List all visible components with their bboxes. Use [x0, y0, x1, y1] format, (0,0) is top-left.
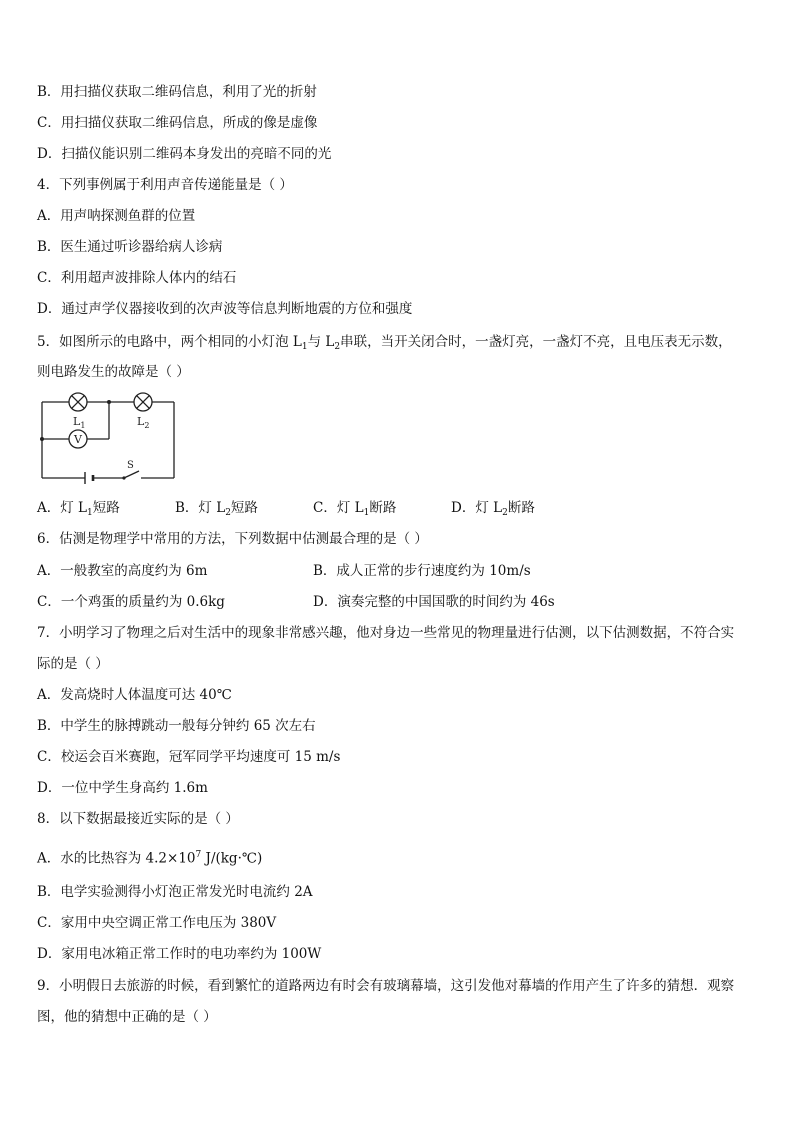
q6-option-b: B．成人正常的步行速度约为 10m/s	[313, 563, 531, 579]
q8-option-b: B．电学实验测得小灯泡正常发光时电流约 2A	[37, 884, 313, 900]
q3-option-c: C．用扫描仪获取二维码信息，所成的像是虚像	[37, 115, 318, 131]
q8-option-d: D．家用电冰箱正常工作时的电功率约为 100W	[37, 946, 322, 962]
q5-stem-line1: 5．如图所示的电路中，两个相同的小灯泡 $L_1$与 $L_2$串联，当开关闭合时，一盏灯亮，一盏灯不亮，且电压表无示数，	[37, 334, 732, 352]
q9-stem-line2: 图，他的猜想中正确的是（ ）	[37, 1009, 217, 1025]
q7-option-d: D．一位中学生身高约 1.6m	[37, 780, 208, 796]
q4-option-a: A．用声呐探测鱼群的位置	[37, 208, 196, 224]
lamp-l2-label: $L_2$	[137, 415, 150, 430]
q5-option-b: B．灯 $L_2$短路	[175, 500, 258, 518]
q3-option-d: D．扫描仪能识别二维码本身发出的亮暗不同的光	[37, 146, 332, 162]
q4-option-d: D．通过声学仪器接收到的次声波等信息判断地震的方位和强度	[37, 301, 413, 317]
q5-options	[37, 499, 757, 517]
q4-option-b: B．医生通过听诊器给病人诊病	[37, 239, 223, 255]
switch-label: S	[127, 460, 134, 471]
q6-option-a: A．一般教室的高度约为 6m	[37, 563, 208, 579]
junction-node	[107, 400, 111, 404]
q8-stem: 8．以下数据最接近实际的是（ ）	[37, 811, 239, 827]
circuit-diagram	[30, 390, 190, 486]
q6-options-row2	[37, 593, 757, 611]
lamp-l1-label: $L_1$	[73, 415, 86, 430]
q3-option-b: B．用扫描仪获取二维码信息，利用了光的折射	[37, 84, 317, 100]
voltmeter-label: V	[74, 433, 82, 446]
q4-stem: 4．下列事例属于利用声音传递能量是（ ）	[37, 177, 293, 193]
q7-stem-line1: 7．小明学习了物理之后对生活中的现象非常感兴趣，他对身边一些常见的物理量进行估测，以下估测数据，不符合实	[37, 625, 735, 641]
q4-option-c: C．利用超声波排除人体内的结石	[37, 270, 237, 286]
junction-node	[40, 437, 44, 441]
q7-option-c: C．校运会百米赛跑，冠军同学平均速度可 15 m/s	[37, 749, 341, 765]
q5-option-c: C．灯 $L_1$断路	[313, 500, 397, 518]
q7-option-a: A．发高烧时人体温度可达 40℃	[37, 687, 232, 703]
q8-option-c: C．家用中央空调正常工作电压为 380V	[37, 915, 277, 931]
q6-options-row1	[37, 562, 757, 580]
switch-pivot	[122, 476, 125, 479]
q6-stem: 6．估测是物理学中常用的方法，下列数据中估测最合理的是（ ）	[37, 531, 428, 547]
q7-option-b: B．中学生的脉搏跳动一般每分钟约 65 次左右	[37, 718, 316, 734]
q6-option-c: C．一个鸡蛋的质量约为 0.6kg	[37, 594, 225, 610]
q8-option-a: A．水的比热容为 $4.2\times 10^7$ J/(kg·℃)	[37, 850, 263, 867]
q5-option-d: D．灯 $L_2$断路	[451, 500, 535, 518]
q5-stem-line2: 则电路发生的故障是（ ）	[37, 364, 190, 380]
q6-option-d: D．演奏完整的中国国歌的时间约为 46s	[313, 594, 555, 610]
q7-stem-line2: 际的是（ ）	[37, 656, 109, 672]
q9-stem-line1: 9．小明假日去旅游的时候，看到繁忙的道路两边有时会有玻璃幕墙，这引发他对幕墙的作用产生了许多的猜想．观察	[37, 978, 735, 994]
switch-blade	[124, 471, 139, 478]
q5-option-a: A．灯 $L_1$短路	[37, 500, 120, 518]
